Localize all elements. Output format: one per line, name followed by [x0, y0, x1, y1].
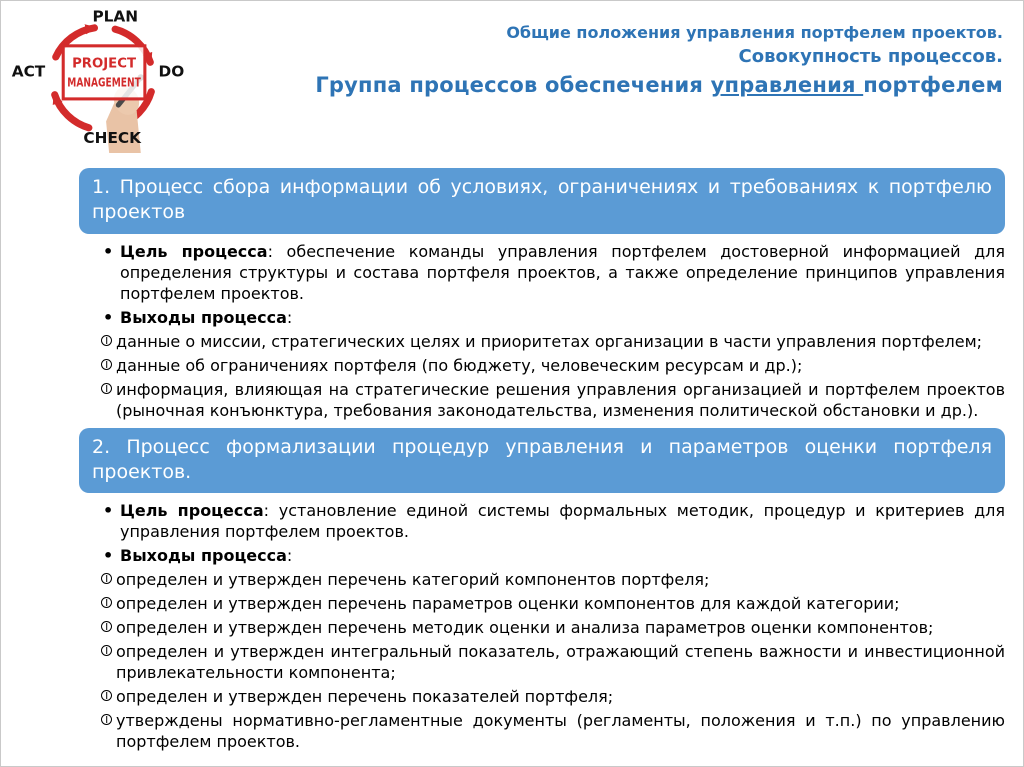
sub-bullet-item	[101, 641, 1005, 683]
bullet-item	[101, 500, 1005, 542]
process-header-bar: 2. Процесс формализации процедур управления и параметров оценки портфеля проектов.	[79, 428, 1005, 494]
bullet-item	[101, 241, 1005, 304]
circled-bullet-icon	[101, 335, 112, 346]
bullet-text: Выходы процесса:	[120, 307, 293, 327]
title-line-3	[197, 70, 1003, 100]
sub-bullet-item	[101, 617, 1005, 638]
circled-bullet-icon	[101, 359, 112, 370]
sub-bullet-item	[101, 331, 1005, 352]
process-section	[79, 428, 1005, 753]
circled-bullet-icon	[101, 573, 112, 584]
bullet-text: данные об ограничениях портфеля (по бюджету, человеческим ресурсам и др.);	[116, 355, 803, 375]
title-line-3-underlined: управления	[710, 73, 864, 98]
circled-bullet-icon	[101, 597, 112, 608]
bullet-list	[79, 234, 1005, 421]
title-line-1: Общие положения управления портфелем проектов.	[506, 23, 1003, 42]
bullet-dot-icon: •	[103, 501, 114, 521]
bullet-text: определен и утвержден перечень параметров оценки компонентов для каждой категории;	[116, 594, 900, 614]
pdca-cycle-image	[7, 5, 197, 153]
slide-header	[1, 1, 1023, 153]
sections	[79, 168, 1005, 752]
circled-bullet-icon	[101, 383, 112, 394]
bullet-text: информация, влияющая на стратегические решения управления организацией и портфелем проектов (рыночная конъюнктура, требования законодательства, изменения политической обстановки и др.).	[116, 379, 1005, 420]
sub-bullet-item	[101, 686, 1005, 707]
sub-bullet-item	[101, 569, 1005, 590]
bullet-dot-icon: •	[103, 241, 114, 261]
sub-bullet-item	[101, 379, 1005, 421]
circled-bullet-icon	[101, 621, 112, 632]
pdca-check-label: CHECK	[83, 128, 141, 147]
bullet-text: определен и утвержден перечень категорий компонентов портфеля;	[116, 570, 710, 590]
pdca-cycle-svg	[7, 5, 197, 153]
bullet-text: данные о миссии, стратегических целях и приоритетах организации в части управления портфелем;	[116, 331, 983, 351]
pdca-act-label: ACT	[11, 62, 46, 81]
bullet-item	[101, 545, 1005, 566]
title-line-3-pre: Группа процессов обеспечения	[315, 73, 711, 98]
bullet-text: Выходы процесса:	[120, 546, 293, 566]
pdca-do-label: DO	[158, 62, 185, 81]
sub-bullet-item	[101, 593, 1005, 614]
project-management-box	[63, 46, 145, 99]
bullet-text: Цель процесса: обеспечение команды управления портфелем достоверной информацией для определения структуры и состава портфеля проектов, а также определение принципов управления портфелем проектов.	[120, 241, 1006, 303]
pdca-center-line1: PROJECT	[72, 56, 137, 72]
circled-bullet-icon	[101, 645, 112, 656]
process-section	[79, 168, 1005, 421]
bullet-dot-icon: •	[103, 307, 114, 327]
bullet-list	[79, 493, 1005, 752]
bullet-text: определен и утвержден интегральный показатель, отражающий степень важности и инвестиционной привлекательности компонента;	[116, 642, 1005, 683]
pdca-plan-label: PLAN	[92, 7, 139, 26]
circled-bullet-icon	[101, 714, 112, 725]
bullet-text: Цель процесса: установление единой системы формальных методик, процедур и критериев для управления портфелем проектов.	[120, 501, 1006, 542]
circled-bullet-icon	[101, 690, 112, 701]
bullet-text: определен и утвержден перечень методик оценки и анализа параметров оценки компонентов;	[116, 618, 934, 638]
slide-title-block	[197, 1, 1023, 101]
pdca-center-line2: MANAGEMENT	[67, 75, 142, 90]
bullet-text: утверждены нормативно-регламентные документы (регламенты, положения и т.п.) по управлению портфелем проектов.	[116, 711, 1005, 752]
title-line-3-post: портфелем	[863, 73, 1003, 98]
bullet-item	[101, 307, 1005, 328]
sub-bullet-item	[101, 355, 1005, 376]
bullet-text: определен и утвержден перечень показателей портфеля;	[116, 687, 614, 707]
title-line-2: Совокупность процессов.	[738, 46, 1003, 68]
bullet-dot-icon: •	[103, 546, 114, 566]
sub-bullet-item	[101, 710, 1005, 752]
process-header-bar: 1. Процесс сбора информации об условиях, ограничениях и требованиях к портфелю проектов	[79, 168, 1005, 234]
